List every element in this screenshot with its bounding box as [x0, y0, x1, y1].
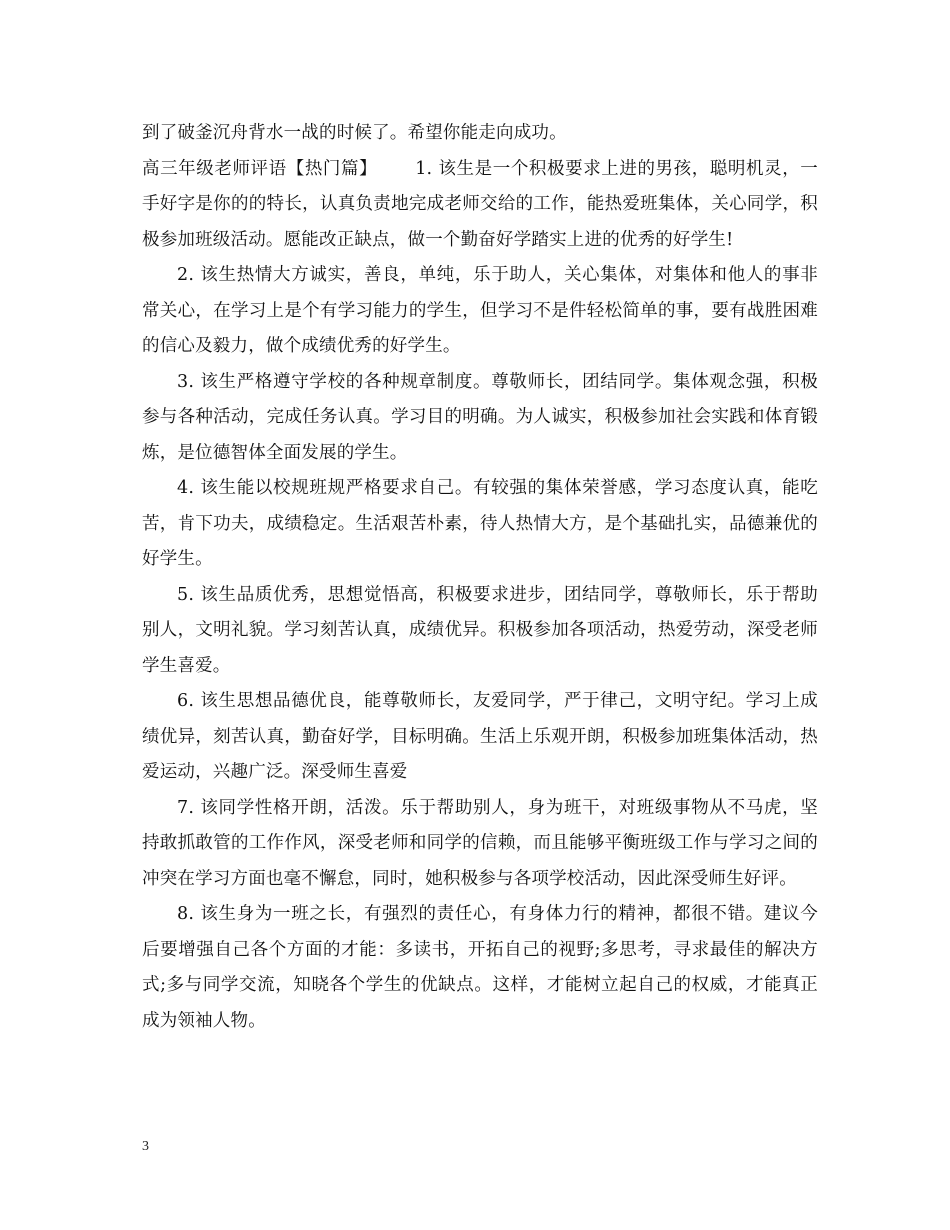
document-body: [142, 116, 818, 1039]
paragraph-7: 7. 该同学性格开朗，活泼。乐于帮助别人，身为班干，对班级事物从不马虎，坚持敢抓敢管的工作作风，深受老师和同学的信赖，而且能够平衡班级工作与学习之间的冲突在学习方面也毫不懈怠，同时，她积极参与各项学校活动，因此深受师生好评。: [142, 797, 818, 889]
paragraph-5: 5. 该生品质优秀，思想觉悟高，积极要求进步，团结同学，尊敬师长，乐于帮助别人，文明礼貌。学习刻苦认真，成绩优异。积极参加各项活动，热爱劳动，深受老师学生喜爱。: [142, 584, 818, 676]
section-heading: 高三年级老师评语【热门篇】: [142, 158, 378, 179]
section-first-paragraph: [142, 152, 818, 259]
paragraph-8: 8. 该生身为一班之长，有强烈的责任心，有身体力行的精神，都很不错。建议今后要增强自己各个方面的才能：多读书，开拓自己的视野;多思考，寻求最佳的解决方式;多与同学交流，知晓各个学生的优缺点。这样，才能树立起自己的权威，才能真正成为领袖人物。: [142, 904, 818, 1031]
paragraph-1: 1. 该生是一个积极要求上进的男孩，聪明机灵，一手好字是你的的特长，认真负责地完成老师交给的工作，能热爱班集体，关心同学，积极参加班级活动。愿能改正缺点，做一个勤奋好学踏实上进的优秀的好学生!: [142, 158, 818, 250]
opening-line: 到了破釜沉舟背水一战的时候了。希望你能走向成功。: [142, 123, 567, 143]
paragraph-2: 2. 该生热情大方诚实，善良，单纯，乐于助人，关心集体，对集体和他人的事非常关心，在学习上是个有学习能力的学生，但学习不是件轻松简单的事，要有战胜困难的信心及毅力，做个成绩优秀的好学生。: [142, 265, 818, 356]
paragraph-6: 6. 该生思想品德优良，能尊敬师长，友爱同学，严于律己，文明守纪。学习上成绩优异，刻苦认真，勤奋好学，目标明确。生活上乐观开朗，积极参加班集体活动，热爱运动，兴趣广泛。深受师生喜爱: [142, 691, 818, 782]
paragraph-4: 4. 该生能以校规班规严格要求自己。有较强的集体荣誉感，学习态度认真，能吃苦，肯下功夫，成绩稳定。生活艰苦朴素，待人热情大方，是个基础扎实，品德兼优的好学生。: [142, 478, 818, 569]
paragraph-3: 3. 该生严格遵守学校的各种规章制度。尊敬师长，团结同学。集体观念强，积极参与各种活动，完成任务认真。学习目的明确。为人诚实，积极参加社会实践和体育锻炼，是位德智体全面发展的学生。: [142, 371, 818, 463]
page-number: 3: [142, 1139, 149, 1154]
